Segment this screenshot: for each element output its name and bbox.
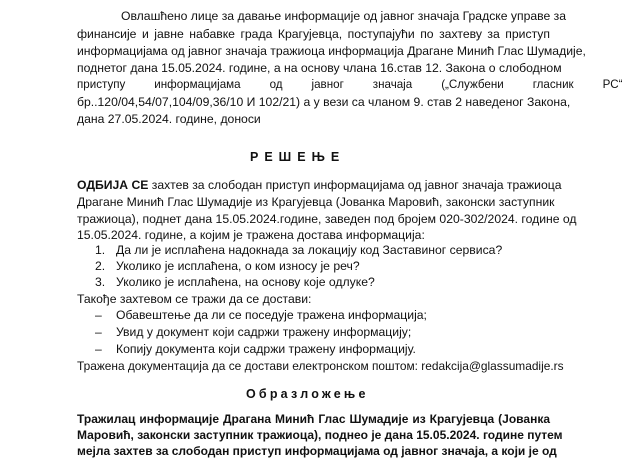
- question-text: Уколико је исплаћена, на основу које одлуке?: [116, 275, 375, 289]
- decision-line-4: 15.05.2024. године, а којим је тражена достава информација:: [77, 228, 425, 242]
- bullet-dash: –: [95, 308, 102, 322]
- bullet-text: Обавештење да ли се поседује тражена информација;: [116, 308, 427, 322]
- bullet-item: [95, 308, 427, 322]
- question-number: 1.: [95, 243, 106, 257]
- decision-lead-rest: захтев за слободан приступ информацијама од јавног значаја тражиоца: [148, 178, 562, 192]
- question-number: 2.: [95, 259, 106, 273]
- intro-line-7: дана 27.05.2024. године, доноси: [77, 112, 261, 126]
- bullet-text: Копију документа који садржи тражену информацију.: [116, 342, 416, 356]
- decision-line-2: Драгане Минић Глас Шумадије из Крагујевца (Јованка Маровић, законски заступник: [77, 195, 555, 209]
- bullet-text: Увид у документ који садржи тражену информацију;: [116, 325, 412, 339]
- intro-line-3: информацијама од јавног значаја тражиоца информација Драгане Минић Глас Шумадије,: [77, 44, 586, 58]
- decision-line-1: [77, 178, 562, 192]
- intro-line-6: бр..120/04,54/07,104/09,36/10 И 102/21) а у вези са чланом 9. став 2 наведеног Закона,: [77, 95, 571, 109]
- bullet-dash: –: [95, 325, 102, 339]
- intro-line-1: Овлашћено лице за давање информације од јавног значаја Градске управе за: [121, 9, 567, 23]
- intro-line-5: приступу информацијама од јавног значаја („Службени гласник РС“: [77, 78, 622, 91]
- bullet-item: [95, 325, 412, 339]
- decision-line-3: тражиоца), поднет дана 15.05.2024.године, заведен под бројем 020-302/2024. године од: [77, 212, 577, 226]
- question-item: [95, 275, 375, 289]
- also-requested-line: Такође захтевом се тражи да се достави:: [77, 292, 312, 306]
- reasoning-line-3: мејла захтев за слободан приступ информацијама од јавног значаја, а који је од: [77, 444, 557, 458]
- question-item: [95, 243, 503, 257]
- reasoning-heading: Образложење: [246, 387, 369, 401]
- bullet-item: [95, 342, 416, 356]
- delivery-line: Тражена документација да се достави електронском поштом: redakcija@glassumadije.rs: [77, 359, 564, 373]
- decision-heading: РЕШЕЊЕ: [250, 150, 346, 164]
- question-number: 3.: [95, 275, 106, 289]
- question-text: Уколико је исплаћена, о ком износу је реч?: [116, 259, 360, 273]
- reasoning-line-1: Тражилац информације Драгана Минић Глас Шумадије из Крагујевца (Јованка: [77, 412, 550, 426]
- question-text: Да ли је исплаћена надокнада за локацију код Заставиног сервиса?: [116, 243, 503, 257]
- bullet-dash: –: [95, 342, 102, 356]
- intro-line-4: поднетог дана 15.05.2024. године, а на основу члана 16.став 12. Закона о слободном: [77, 61, 562, 75]
- question-item: [95, 259, 360, 273]
- reasoning-line-2: Маровић, законски заступник тражиоца), поднео је дана 15.05.2024. године путем: [77, 428, 563, 442]
- intro-line-2: финансије и јавне набавке града Крагујевца, поступајући по захтеву за приступ: [77, 27, 550, 41]
- decision-lead-bold: ОДБИЈА СЕ: [77, 178, 149, 192]
